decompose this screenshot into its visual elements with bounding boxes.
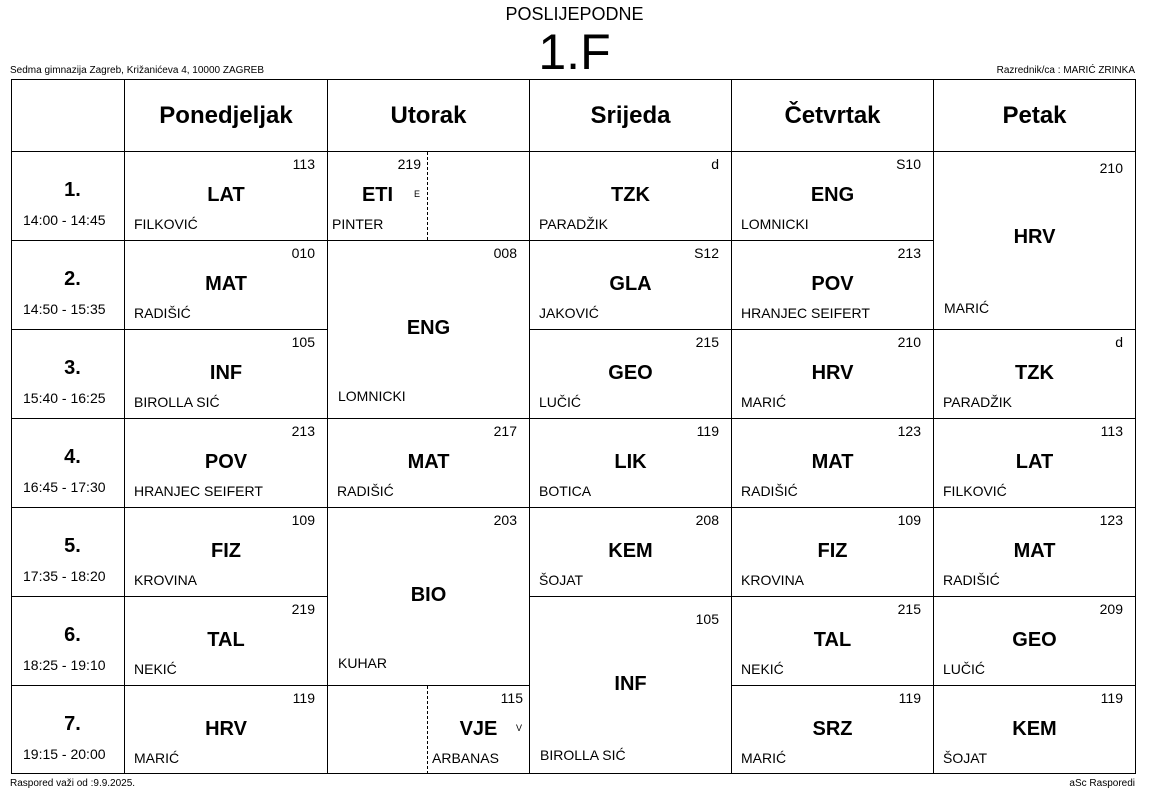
period-time: 16:45 - 17:30 [23, 479, 106, 495]
room-number: 219 [291, 601, 315, 617]
day-header-friday: Petak [1002, 101, 1067, 129]
period-5 [12, 507, 133, 596]
teacher: RADIŠIĆ [741, 483, 798, 499]
subject: TZK [1015, 362, 1054, 384]
lesson-tue-7-vje [428, 686, 529, 774]
period-2 [12, 240, 133, 329]
subject: GEO [1012, 629, 1057, 651]
subject: MAT [407, 451, 450, 473]
subject: LIK [614, 451, 647, 473]
lesson-fri-7 [934, 686, 1135, 774]
subject: TAL [813, 629, 852, 651]
room-number: 109 [291, 512, 315, 528]
subject: VJE [459, 718, 498, 740]
teacher: BIROLLA SIĆ [134, 394, 220, 410]
day-header-wednesday: Srijeda [590, 101, 671, 129]
lesson-mon-3 [125, 330, 327, 418]
lesson-wed-2 [530, 241, 731, 329]
teacher: ŠOJAT [943, 750, 988, 766]
period-number: 4. [64, 446, 81, 468]
teacher: KUHAR [338, 655, 388, 671]
room-number: 119 [1100, 690, 1123, 706]
room-number: 123 [1099, 512, 1123, 528]
teacher: FILKOVIĆ [134, 216, 198, 232]
school-name: Sedma gimnazija Zagreb, Križanićeva 4, 10000 ZAGREB [10, 65, 265, 76]
room-number: 119 [696, 423, 719, 439]
subject: HRV [1013, 226, 1056, 248]
lesson-tue-1-eti [328, 152, 427, 240]
room-number: 213 [291, 423, 315, 439]
subject: POV [811, 273, 854, 295]
teacher: HRANJEC SEIFERT [134, 483, 263, 499]
room-number: 209 [1099, 601, 1123, 617]
teacher: RADIŠIĆ [134, 305, 191, 321]
room-number: 219 [397, 156, 421, 172]
lesson-thu-3 [732, 330, 933, 418]
subject: MAT [811, 451, 854, 473]
day-header-tuesday: Utorak [390, 101, 467, 129]
period-6 [12, 596, 133, 685]
subject: SRZ [812, 718, 853, 740]
room-number: 105 [695, 611, 719, 627]
teacher: ARBANAS [432, 750, 499, 766]
room-number: d [711, 156, 719, 172]
lesson-tue-bio [328, 508, 529, 685]
period-1 [12, 151, 133, 240]
room-number: 210 [1099, 160, 1123, 176]
class-title: 1.F [538, 24, 611, 80]
teacher: LUČIĆ [943, 661, 986, 677]
subject: MAT [1013, 540, 1056, 562]
room-number: 210 [897, 334, 921, 350]
subject: ENG [406, 317, 451, 339]
period-4 [12, 418, 133, 507]
teacher: PARADŽIK [539, 216, 608, 232]
teacher: HRANJEC SEIFERT [741, 305, 870, 321]
lesson-fri-6 [934, 597, 1135, 685]
lesson-fri-3 [934, 330, 1135, 418]
lesson-thu-6 [732, 597, 933, 685]
lesson-fri-4 [934, 419, 1135, 507]
subject: ENG [810, 184, 855, 206]
period-number: 2. [64, 268, 81, 290]
lesson-thu-4 [732, 419, 933, 507]
period-number: 6. [64, 624, 81, 646]
teacher: BIROLLA SIĆ [540, 747, 626, 763]
lesson-mon-5 [125, 508, 327, 596]
room-number: 119 [898, 690, 921, 706]
teacher: JAKOVIĆ [539, 305, 599, 321]
subject: GLA [609, 273, 652, 295]
room-number: 217 [493, 423, 517, 439]
teacher: MARIĆ [134, 750, 180, 766]
period-time: 15:40 - 16:25 [23, 390, 106, 406]
teacher: MARIĆ [741, 394, 787, 410]
teacher: MARIĆ [944, 300, 990, 316]
subject: TAL [207, 629, 245, 651]
lesson-fri-hrv [934, 152, 1135, 329]
subject: KEM [608, 540, 653, 562]
brand-label: aSc Rasporedi [1069, 778, 1135, 789]
period-time: 14:50 - 15:35 [23, 301, 106, 317]
room-number: 213 [897, 245, 921, 261]
lesson-tue-eng [328, 241, 529, 418]
teacher: MARIĆ [741, 750, 787, 766]
subject: GEO [608, 362, 653, 384]
lesson-thu-5 [732, 508, 933, 596]
teacher: PINTER [332, 216, 384, 232]
lesson-thu-1 [732, 152, 933, 240]
split-line [427, 152, 428, 240]
subject: ETI [361, 184, 394, 206]
room-number: 115 [500, 690, 523, 706]
subject: KEM [1012, 718, 1057, 740]
lesson-wed-5 [530, 508, 731, 596]
subject: POV [204, 451, 248, 473]
lesson-thu-7 [732, 686, 933, 774]
subject: FIZ [211, 540, 241, 562]
room-number: 123 [897, 423, 921, 439]
subject: HRV [205, 718, 247, 740]
period-3 [12, 329, 133, 418]
teacher: KROVINA [741, 572, 805, 588]
teacher: LOMNICKI [741, 216, 809, 232]
room-number: 010 [291, 245, 315, 261]
subject: HRV [811, 362, 854, 384]
room-number: 119 [292, 690, 315, 706]
room-number: S10 [896, 156, 921, 172]
lesson-fri-5 [934, 508, 1135, 596]
period-time: 17:35 - 18:20 [23, 568, 106, 584]
lesson-mon-2 [125, 241, 327, 329]
day-header-thursday: Četvrtak [784, 101, 881, 129]
period-number: 1. [64, 179, 81, 201]
period-7 [12, 685, 133, 774]
period-number: 7. [64, 713, 81, 735]
subject: FIZ [817, 540, 848, 562]
teacher: KROVINA [134, 572, 198, 588]
room-number: 109 [897, 512, 921, 528]
shift-title: POSLIJEPODNE [505, 4, 644, 24]
teacher: NEKIĆ [741, 661, 784, 677]
group-mark: V [516, 723, 523, 733]
period-time: 14:00 - 14:45 [23, 212, 106, 228]
subject: TZK [611, 184, 650, 206]
timetable-grid [11, 79, 1136, 774]
room-number: 215 [897, 601, 921, 617]
homeroom-teacher: Razrednik/ca : MARIĆ ZRINKA [996, 65, 1135, 76]
room-number: 113 [1100, 423, 1123, 439]
teacher: NEKIĆ [134, 661, 177, 677]
room-number: S12 [694, 245, 719, 261]
room-number: 105 [291, 334, 315, 350]
room-number: 008 [493, 245, 517, 261]
lesson-thu-2 [732, 241, 933, 329]
period-time: 18:25 - 19:10 [23, 657, 106, 673]
subject: LAT [207, 184, 245, 206]
period-time: 19:15 - 20:00 [23, 746, 106, 762]
period-number: 3. [64, 357, 81, 379]
room-number: 203 [493, 512, 517, 528]
teacher: RADIŠIĆ [943, 572, 1000, 588]
lesson-wed-4 [530, 419, 731, 507]
lesson-mon-6 [125, 597, 327, 685]
room-number: 208 [695, 512, 719, 528]
teacher: BOTICA [539, 483, 592, 499]
lesson-mon-1 [125, 152, 327, 240]
valid-from: Raspored važi od :9.9.2025. [10, 778, 136, 789]
lesson-wed-1 [530, 152, 731, 240]
subject: INF [614, 673, 647, 695]
subject: LAT [1015, 451, 1054, 473]
lesson-mon-4 [125, 419, 327, 507]
teacher: PARADŽIK [943, 394, 1012, 410]
teacher: ŠOJAT [539, 572, 584, 588]
subject: MAT [205, 273, 247, 295]
room-number: d [1115, 334, 1123, 350]
subject: INF [209, 362, 243, 384]
teacher: LUČIĆ [539, 394, 582, 410]
lesson-wed-3 [530, 330, 731, 418]
lesson-mon-7 [125, 686, 327, 774]
lesson-wed-inf [530, 597, 731, 774]
group-mark: E [414, 189, 421, 199]
subject: BIO [410, 584, 447, 606]
teacher: FILKOVIĆ [943, 483, 1007, 499]
room-number: 113 [292, 156, 315, 172]
day-header-monday: Ponedjeljak [159, 101, 293, 129]
teacher: RADIŠIĆ [337, 483, 394, 499]
room-number: 215 [695, 334, 719, 350]
teacher: LOMNICKI [338, 388, 406, 404]
lesson-tue-4 [328, 419, 529, 507]
period-number: 5. [64, 535, 81, 557]
